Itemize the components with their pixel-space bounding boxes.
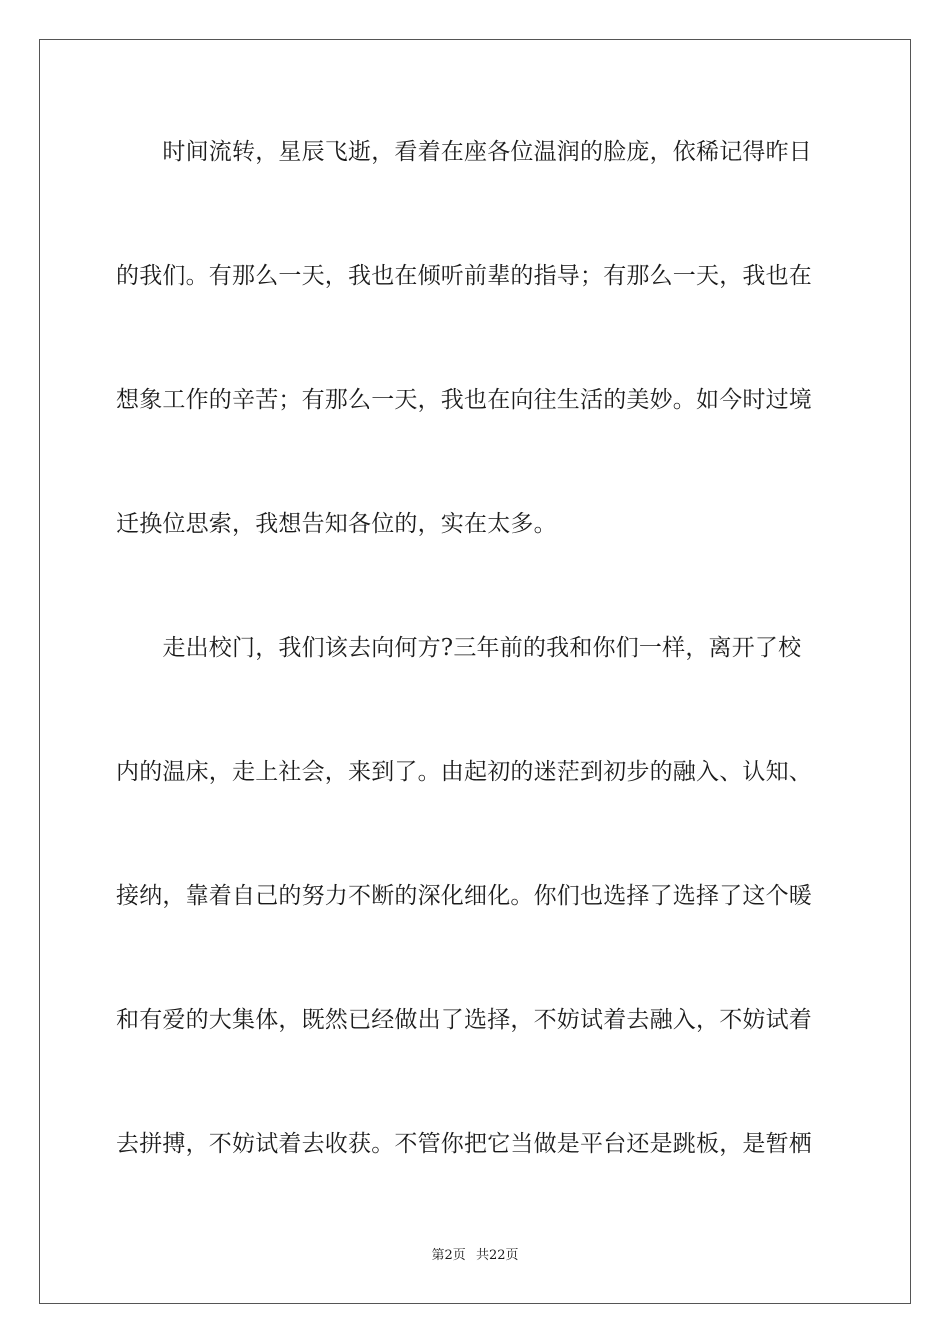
text-line: 的我们。有那么一天，我也在倾听前辈的指导；有那么一天，我也在 (116, 263, 812, 289)
text-line: 想象工作的辛苦；有那么一天，我也在向往生活的美妙。如今时过境 (116, 387, 812, 413)
text-line: 内的温床，走上社会，来到了。由起初的迷茫到初步的融入、认知、 (116, 759, 812, 785)
page-number: 第2页 (431, 1248, 466, 1263)
text-line: 走出校门，我们该去向何方?三年前的我和你们一样，离开了校 (116, 635, 802, 661)
page-total: 共22页 (475, 1248, 519, 1263)
page-border (39, 39, 911, 1304)
text-line: 迁换位思索，我想告知各位的，实在太多。 (116, 511, 557, 537)
text-line: 时间流转，星辰飞逝，看着在座各位温润的脸庞，依稀记得昨日 (116, 139, 812, 165)
page-footer (0, 1247, 950, 1265)
text-line: 和有爱的大集体，既然已经做出了选择，不妨试着去融入，不妨试着 (116, 1007, 812, 1033)
text-line: 接纳，靠着自己的努力不断的深化细化。你们也选择了选择了这个暖 (116, 883, 812, 909)
text-line: 去拼搏，不妨试着去收获。不管你把它当做是平台还是跳板，是暂栖 (116, 1131, 812, 1157)
